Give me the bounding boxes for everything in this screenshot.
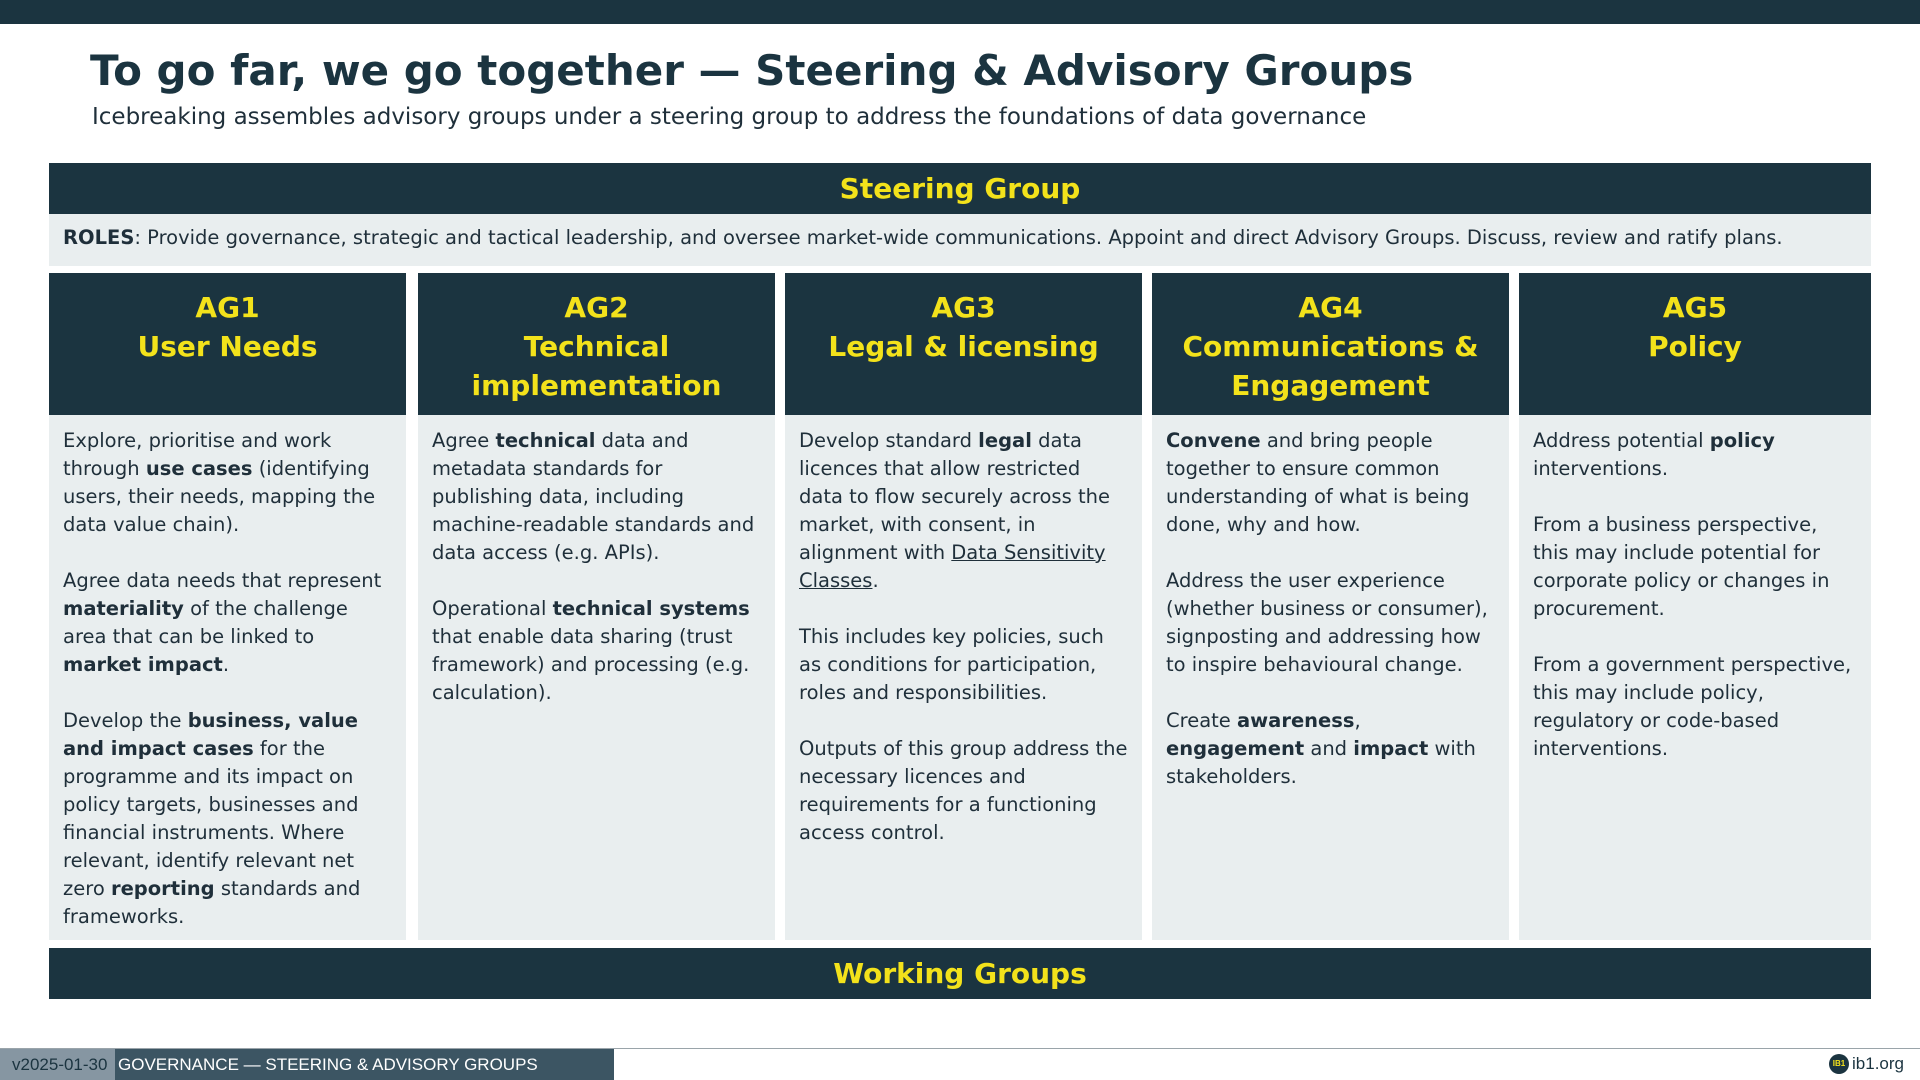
group-paragraph: [1533, 651, 1859, 763]
data-sensitivity-link: Data Sensitivity Classes: [799, 541, 1106, 592]
text-segment: market impact: [63, 653, 223, 676]
group-code: AG1: [195, 291, 260, 324]
text-segment: awareness: [1237, 709, 1355, 732]
text-segment: (identifying users, their needs, mapping the data value chain).: [63, 457, 376, 536]
text-segment: From a government perspective, this may include policy, regulatory or code-based interventions.: [1533, 653, 1852, 760]
group-body: [1152, 415, 1509, 940]
text-segment: technical: [495, 429, 596, 452]
group-paragraph: [432, 427, 763, 567]
working-groups-footer: Working Groups: [49, 948, 1871, 999]
text-segment: standards and frameworks.: [63, 877, 361, 928]
page-subtitle: Icebreaking assembles advisory groups under a steering group to address the foundations of data governance: [92, 104, 1367, 130]
version-label: v2025-01-30: [0, 1049, 115, 1080]
group-paragraph: [63, 427, 394, 539]
text-segment: data and metadata standards for publishing data, including machine-readable standards and data access (e.g. APIs).: [432, 429, 755, 564]
text-segment: Convene: [1166, 429, 1261, 452]
text-segment: Agree data needs that represent: [63, 569, 382, 592]
roles-label: ROLES: [63, 226, 135, 249]
group-paragraph: [799, 735, 1130, 847]
text-segment: technical systems: [552, 597, 750, 620]
text-segment: that enable data sharing (trust framework) and processing (e.g. calculation).: [432, 625, 750, 704]
group-title-line: Engagement: [1231, 369, 1430, 402]
section-label: GOVERNANCE — STEERING & ADVISORY GROUPS: [115, 1049, 614, 1080]
brand: [1829, 1054, 1904, 1074]
text-segment: .: [222, 653, 230, 676]
group-title-line: Policy: [1648, 330, 1742, 363]
group-paragraph: [1166, 707, 1497, 791]
group-title-line: Communications &: [1182, 330, 1479, 363]
text-segment: reporting: [110, 877, 215, 900]
group-code: AG3: [931, 291, 996, 324]
group-paragraph: [1166, 567, 1497, 679]
text-segment: Address potential: [1533, 429, 1710, 452]
group-paragraph: [799, 623, 1130, 707]
group-header: [49, 273, 406, 415]
text-segment: Develop the: [63, 709, 188, 732]
group-code: AG4: [1298, 291, 1363, 324]
text-segment: Agree: [432, 429, 496, 452]
group-body: [418, 415, 775, 940]
text-segment: This includes key policies, such as conditions for participation, roles and responsibilities.: [799, 625, 1104, 704]
text-segment: and: [1304, 737, 1354, 760]
steering-group-header: Steering Group: [49, 163, 1871, 214]
group-body: [785, 415, 1142, 940]
text-segment: Address the user experience (whether business or consumer), signposting and addressing how to inspire behavioural change.: [1166, 569, 1488, 676]
text-segment: for the programme and its impact on policy targets, businesses and financial instruments. Where relevant, identify relevant net zero: [63, 737, 359, 900]
text-segment: legal: [978, 429, 1032, 452]
roles-text: : Provide governance, strategic and tactical leadership, and oversee market-wide communications. Appoint and direct Advisory Groups. Discuss, review and ratify plans.: [134, 226, 1783, 249]
group-title-line: implementation: [471, 369, 722, 402]
page-title: To go far, we go together — Steering & Advisory Groups: [90, 46, 1414, 95]
advisory-group-ag1: [49, 273, 406, 940]
group-paragraph: [1533, 427, 1859, 483]
footer: [0, 1048, 1920, 1080]
text-segment: ,: [1354, 709, 1361, 732]
group-paragraph: [1533, 511, 1859, 623]
group-title-line: User Needs: [137, 330, 318, 363]
text-segment: business, value and impact cases: [63, 709, 358, 760]
group-body: [49, 415, 406, 940]
steering-roles: [49, 214, 1871, 266]
advisory-group-ag5: [1519, 273, 1871, 940]
text-segment: Create: [1166, 709, 1237, 732]
text-segment: data licences that allow restricted data to flow securely across the market, with consent, in alignment with: [799, 429, 1110, 564]
group-body: [1519, 415, 1871, 940]
text-segment: use cases: [145, 457, 253, 480]
group-header: [418, 273, 775, 415]
text-segment: policy: [1709, 429, 1775, 452]
group-title-line: Legal & licensing: [828, 330, 1099, 363]
group-paragraph: [432, 595, 763, 707]
text-segment: From a business perspective, this may include potential for corporate policy or changes in procurement.: [1533, 513, 1830, 620]
text-segment: with stakeholders.: [1166, 737, 1476, 788]
group-paragraph: [63, 567, 394, 679]
text-segment: engagement: [1166, 737, 1305, 760]
advisory-group-ag2: [418, 273, 775, 940]
group-title-line: Technical: [523, 330, 670, 363]
advisory-group-ag3: [785, 273, 1142, 940]
group-paragraph: [63, 707, 394, 931]
text-segment: .: [872, 569, 879, 592]
brand-url: ib1.org: [1852, 1054, 1904, 1073]
text-segment: interventions.: [1533, 457, 1669, 480]
ib1-logo-icon: IB1: [1829, 1054, 1849, 1074]
text-segment: Explore, prioritise and work through: [63, 429, 332, 480]
text-segment: Outputs of this group address the necessary licences and requirements for a functioning access control.: [799, 737, 1128, 844]
text-segment: impact: [1353, 737, 1429, 760]
text-segment: materiality: [63, 597, 184, 620]
text-segment: Develop standard: [799, 429, 979, 452]
advisory-group-ag4: [1152, 273, 1509, 940]
group-paragraph: [1166, 427, 1497, 539]
text-segment: Operational: [432, 597, 553, 620]
group-header: [1519, 273, 1871, 415]
group-header: [1152, 273, 1509, 415]
group-code: AG2: [564, 291, 629, 324]
group-paragraph: [799, 427, 1130, 595]
text-segment: of the challenge area that can be linked to: [63, 597, 348, 648]
group-header: [785, 273, 1142, 415]
group-code: AG5: [1662, 291, 1728, 324]
text-segment: and bring people together to ensure common understanding of what is being done, why and how.: [1166, 429, 1470, 536]
top-bar: [0, 0, 1920, 24]
